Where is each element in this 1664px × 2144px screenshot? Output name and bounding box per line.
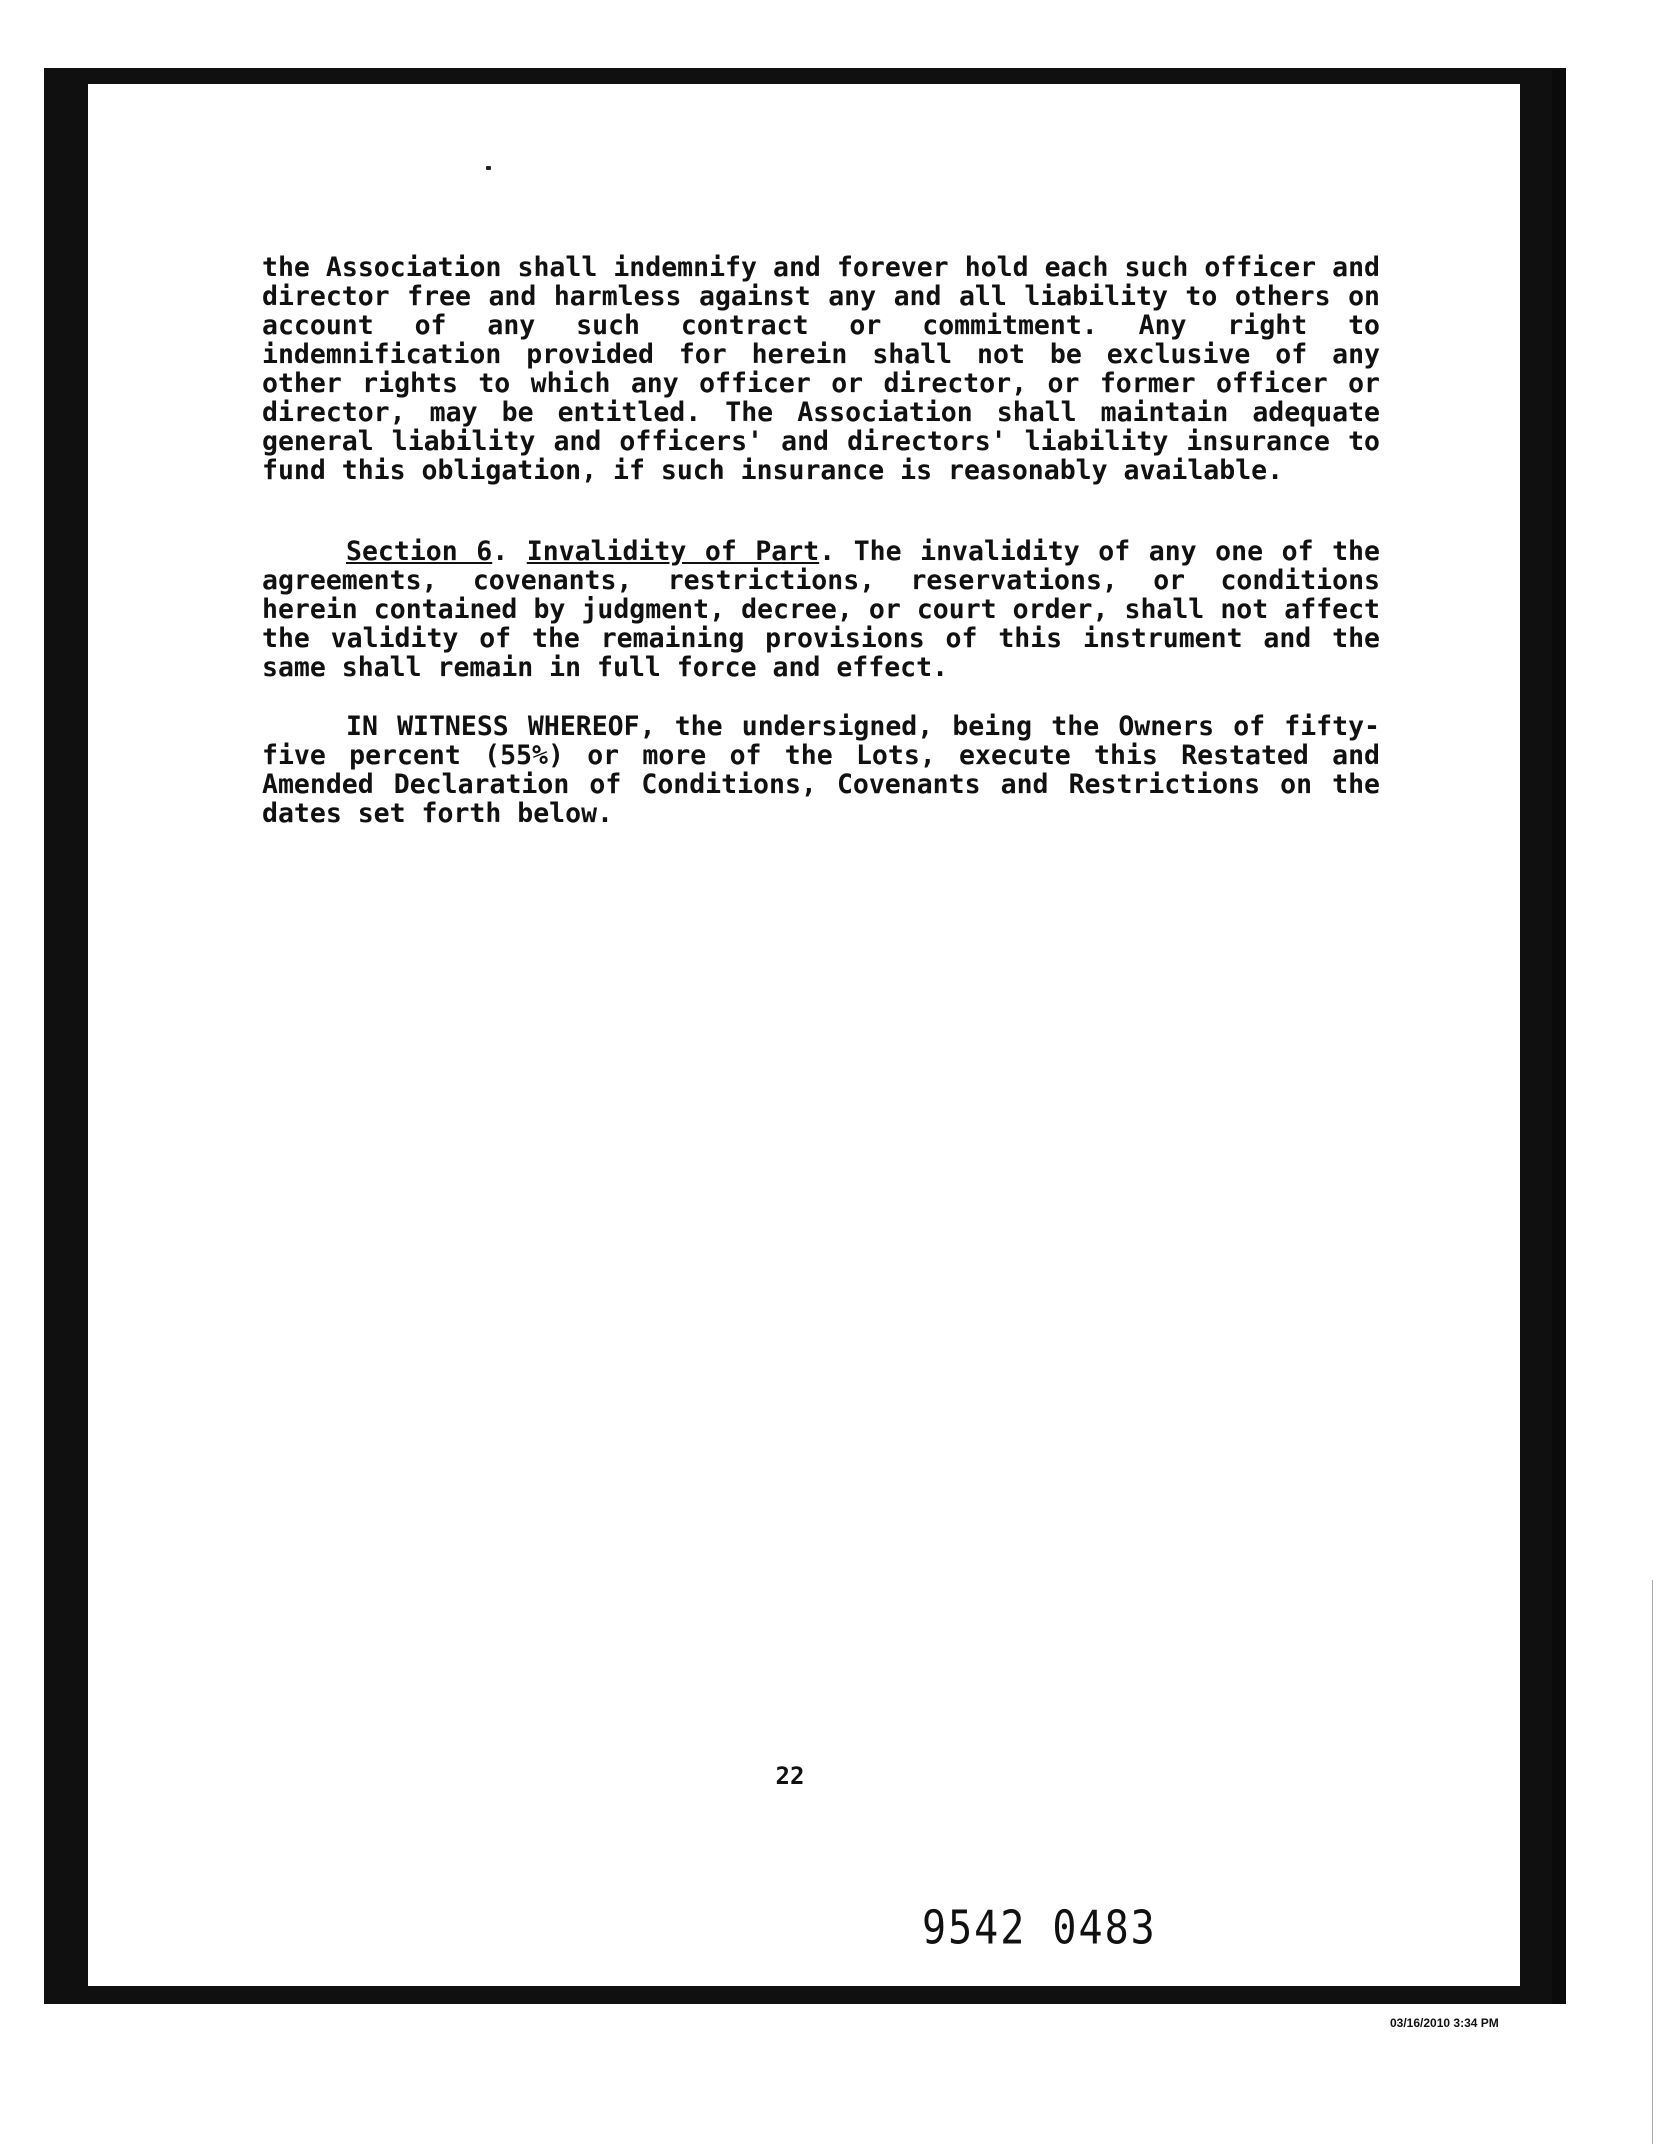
page-number: 22 [775, 1762, 805, 1790]
witness-text: IN WITNESS WHEREOF, the undersigned, being the Owners of fifty-five percent (55%) or more of the Lots, execute this Restated and Amended Declaration of Conditions, Covenants and Restrictions on the dates set forth below. [262, 711, 1380, 829]
witness-paragraph [262, 712, 1380, 828]
scan-artifact-dot [486, 166, 491, 170]
margin-line [1652, 1580, 1653, 2144]
scanned-page-right-edge [1552, 70, 1566, 2004]
section-label: Section 6 [346, 536, 493, 567]
section-title: Invalidity of Part [526, 536, 820, 567]
indemnification-paragraph: the Association shall indemnify and forever hold each such officer and director free and harmless against any and all liability to others on account of any such contract or commitment. Any right to indemnification provided for herein shall not be exclusive of any other rights to which any officer or director, or former officer or director, may be entitled. The Association shall maintain adequate general liability and officers' and directors' liability insurance to fund this obligation, if such insurance is reasonably available. [262, 252, 1380, 486]
footer-timestamp: 03/16/2010 3:34 PM [1390, 2016, 1499, 2030]
recording-stamp-number: 9542 0483 [922, 1902, 1157, 1955]
section-6-paragraph: Section 6. Invalidity of Part. The invalidity of any one of the agreements, covenants, restrictions, reservations, or conditions herein contained by judgment, decree, or court order, shall not affect the validity of the remaining provisions of this instrument and the same shall remain in full force and effect. [262, 536, 1380, 683]
section-body: The invalidity of any one of the agreements, covenants, restrictions, reservations, or conditions herein contained by judgment, decree, or court order, shall not affect the validity of the remaining provisions of this instrument and the same shall remain in full force and effect. [262, 536, 1380, 683]
